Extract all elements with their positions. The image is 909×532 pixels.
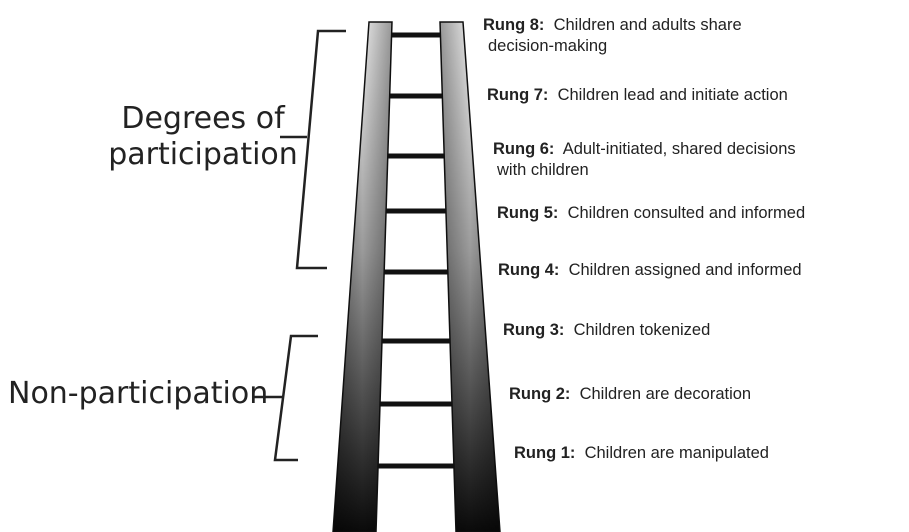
left-rail-shade [333,22,392,532]
rung-3-label [503,320,710,341]
rung-6-label [493,139,796,181]
rung-5-text: Children consulted and informed [567,204,806,222]
rung-4-number: Rung 4: [498,261,560,279]
rung-8-label [483,15,742,57]
rung-7-label [487,85,788,106]
rung-5-label [497,203,805,224]
degrees-of-participation-line2: participation [108,137,298,172]
rung-6-text: Adult-initiated, shared decisions [562,140,796,158]
degrees-of-participation-line1: Degrees of [121,101,285,136]
rung-3-text: Children tokenized [573,321,711,339]
rung-1-text: Children are manipulated [584,444,769,462]
non-participation-label: Non-participation [8,376,269,411]
rung-1-label [514,443,769,464]
rung-4-text: Children assigned and informed [568,261,802,279]
rung-3-number: Rung 3: [503,321,565,339]
rung-6-text-line2: with children [497,161,589,179]
rung-2-text: Children are decoration [579,385,752,403]
rung-4-label [498,260,802,281]
rung-7-number: Rung 7: [487,86,549,104]
rung-8-text-line2: decision-making [488,37,608,55]
rung-6-number: Rung 6: [493,140,555,158]
rung-7-text: Children lead and initiate action [557,86,788,104]
rung-8-number: Rung 8: [483,16,545,34]
rung-2-label [509,384,751,405]
rung-5-number: Rung 5: [497,204,559,222]
rung-8-text: Children and adults share [553,16,742,34]
rung-2-number: Rung 2: [509,385,571,403]
rung-1-number: Rung 1: [514,444,576,462]
degrees-of-participation-label [108,101,298,173]
